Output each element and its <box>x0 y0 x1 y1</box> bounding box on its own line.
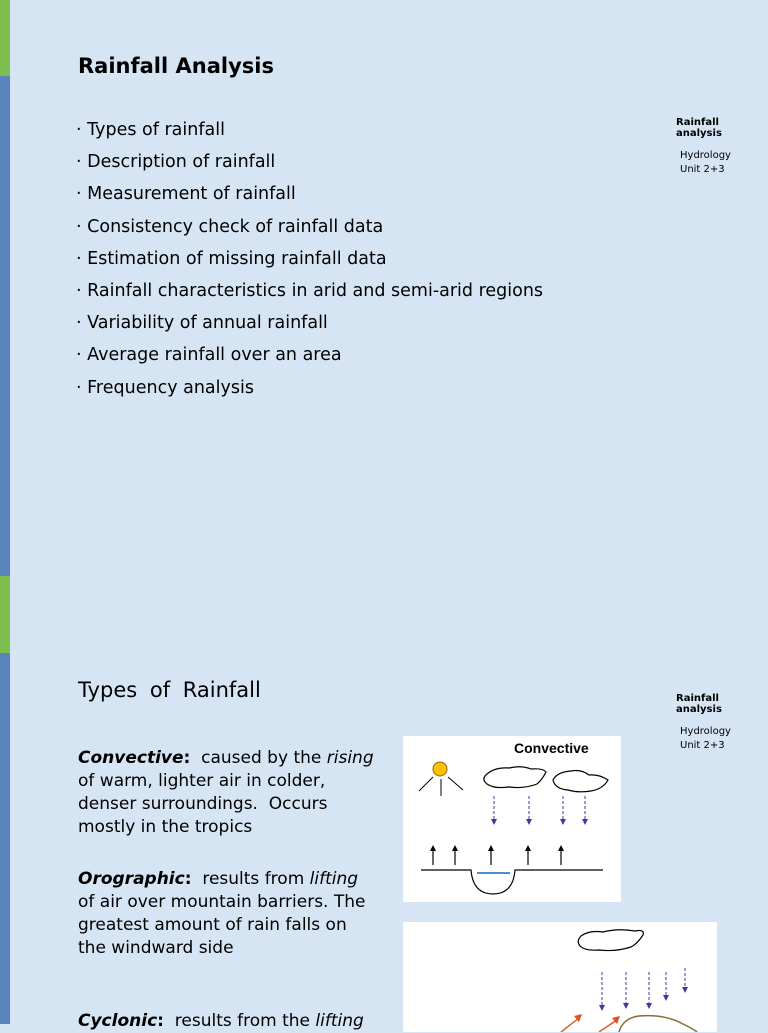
paragraph-text: caused by the <box>190 748 327 768</box>
bullet-item: · Description of rainfall <box>76 146 543 178</box>
side-note-header: Rainfall analysis <box>676 117 722 139</box>
term-colon: : <box>157 1011 164 1031</box>
paragraph-text: results from <box>191 869 310 889</box>
bullet-item: · Variability of annual rainfall <box>76 307 543 339</box>
bullet-item: · Types of rainfall <box>76 114 543 146</box>
emphasis-text: lifting <box>309 869 359 889</box>
edge-strip-blue-1 <box>0 76 10 576</box>
bullet-list <box>76 114 543 404</box>
bullet-item: · Estimation of missing rainfall data <box>76 243 543 275</box>
paragraph-text: of warm, lighter air in colder, denser surroundings. Occurs mostly in the tropics <box>78 748 380 837</box>
term-colon: : <box>183 748 191 768</box>
bullet-item: · Measurement of rainfall <box>76 178 543 210</box>
convective-diagram <box>403 736 621 902</box>
side-note-line: Hydrology <box>680 150 731 161</box>
side-note <box>676 117 768 177</box>
paragraph-convective <box>78 747 378 839</box>
term-cyclonic: Cyclonic <box>78 1011 158 1031</box>
diagram-label: Convective <box>514 740 589 756</box>
cloud-icon <box>553 771 608 792</box>
edge-strip-blue-2 <box>0 653 10 1024</box>
wind-arrow-icon <box>561 1018 579 1032</box>
bullet-item: · Frequency analysis <box>76 372 543 404</box>
cloud-icon <box>484 767 546 788</box>
ground-line <box>421 870 603 894</box>
side-note-line: Unit 2+3 <box>680 164 725 175</box>
slide-title: Types of Rainfall <box>78 678 261 702</box>
term-colon: : <box>184 869 192 889</box>
slide-title: Rainfall Analysis <box>78 54 274 78</box>
bullet-item: · Consistency check of rainfall data <box>76 211 543 243</box>
slide-types-of-rainfall <box>10 576 768 1031</box>
term-orographic: Orographic <box>78 869 185 889</box>
cloud-icon <box>578 930 643 951</box>
wind-arrow-icon <box>599 1020 617 1032</box>
side-note-line: Unit 2+3 <box>680 740 725 751</box>
edge-strip-green-top <box>0 0 10 76</box>
paragraph-text: of air over mountain barriers. The greatest amount of rain falls on the windward side <box>78 869 371 958</box>
bullet-item: · Average rainfall over an area <box>76 339 543 371</box>
orographic-diagram <box>403 922 717 1032</box>
side-note-line: Hydrology <box>680 726 731 737</box>
emphasis-text: rising <box>326 748 374 768</box>
side-note <box>676 693 768 753</box>
paragraph-orographic <box>78 868 378 960</box>
bullet-item: · Rainfall characteristics in arid and semi-arid regions <box>76 275 543 307</box>
edge-strip-green-mid <box>0 576 10 653</box>
side-note-header: Rainfall analysis <box>676 693 722 715</box>
sun-icon <box>419 762 463 796</box>
emphasis-text: lifting <box>315 1011 364 1031</box>
paragraph-cyclonic <box>78 1010 398 1033</box>
paragraph-text: results from the <box>163 1011 316 1031</box>
slide-rainfall-analysis <box>10 0 768 576</box>
term-convective: Convective <box>78 748 184 768</box>
